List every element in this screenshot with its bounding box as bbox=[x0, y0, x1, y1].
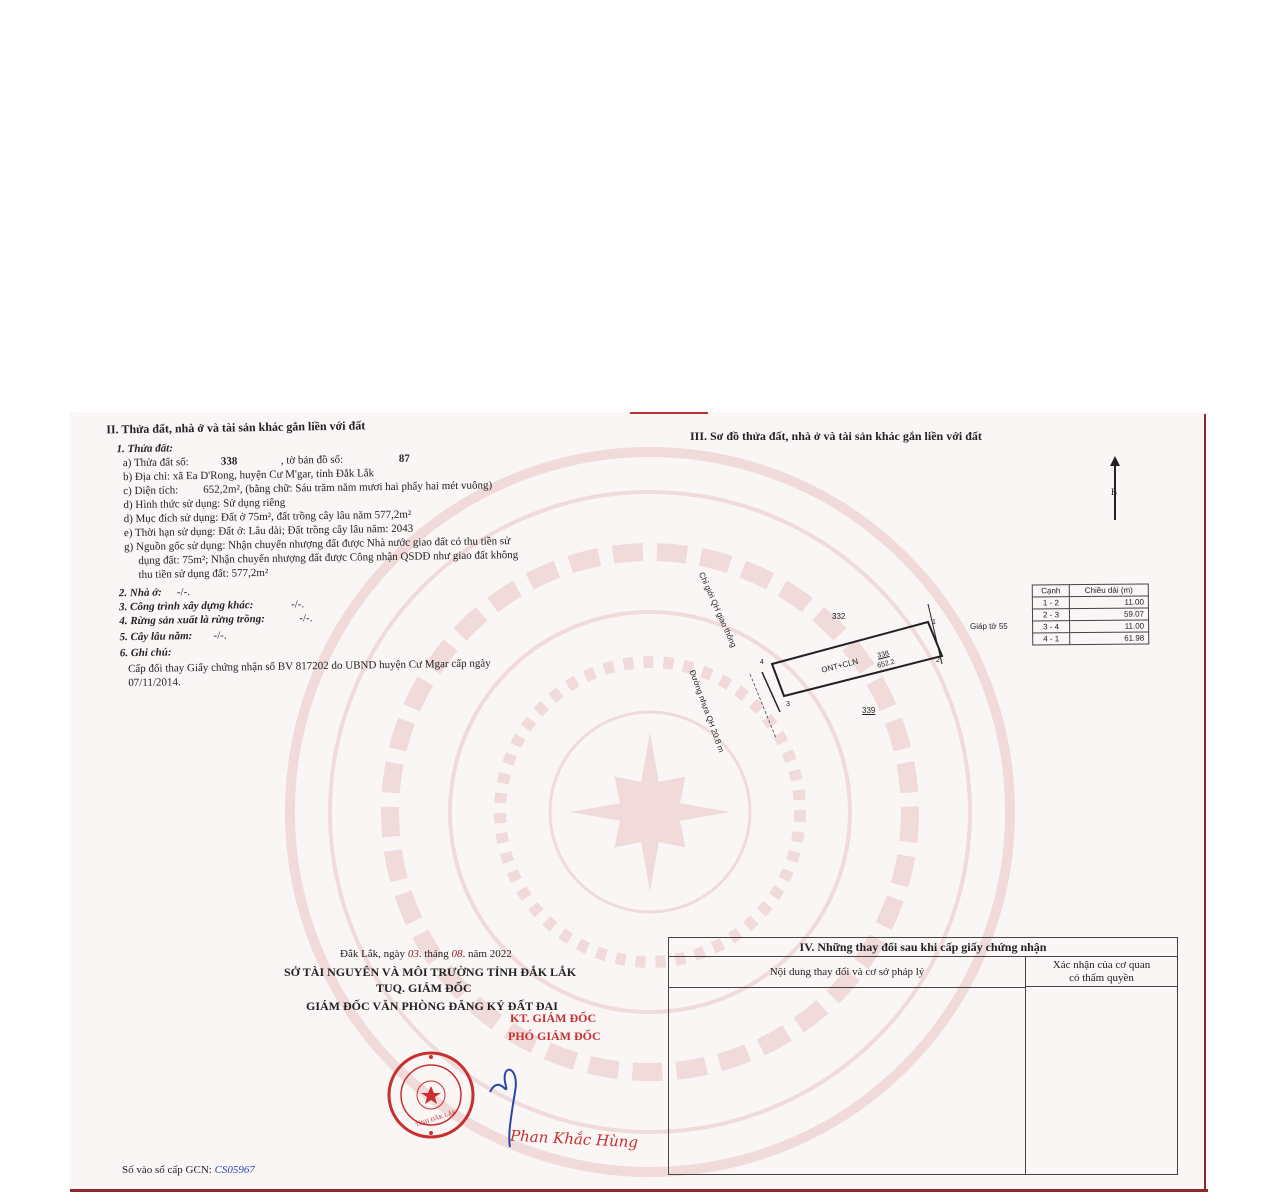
edge-length: 61.98 bbox=[1070, 632, 1149, 645]
construction-value: -/-. bbox=[290, 598, 305, 611]
column-divider bbox=[1025, 987, 1026, 1174]
table-row bbox=[1033, 620, 1149, 633]
authority-header-line-1: Xác nhận của cơ quan bbox=[1052, 959, 1151, 971]
parcel-land-type: ONT+CLN bbox=[820, 656, 860, 675]
table-row bbox=[1032, 608, 1148, 621]
edge-id: 4 - 1 bbox=[1033, 633, 1070, 645]
usage-term: e) Thời hạn sử dụng: Đất ở: Lâu dài; Đất trồng cây lâu năm: 2043 bbox=[123, 522, 414, 540]
edge-table-header bbox=[1032, 584, 1148, 597]
house-heading: 2. Nhà ở: bbox=[118, 586, 162, 600]
register-value: CS05967 bbox=[214, 1164, 255, 1176]
parcel-sketch-area: 652.2 bbox=[876, 658, 896, 670]
parcel-number: 338 bbox=[220, 455, 238, 468]
point-3: 3 bbox=[786, 701, 790, 708]
change-content-header: Nội dung thay đổi và cơ sở pháp lý bbox=[669, 957, 1026, 988]
area-label: c) Diện tích: bbox=[123, 484, 179, 498]
address: b) Địa chỉ: xã Ea D'Rong, huyện Cư M'gar, tỉnh Đắk Lắk bbox=[122, 467, 375, 484]
signer-name: Phan Khắc Hùng bbox=[509, 1126, 639, 1152]
usage-form: d) Hình thức sử dụng: Sử dụng riêng bbox=[123, 496, 286, 512]
authority-header-line-2: có thẩm quyền bbox=[1069, 972, 1134, 984]
edge-id: 2 - 3 bbox=[1032, 609, 1069, 621]
issuing-organization: SỞ TÀI NGUYÊN VÀ MÔI TRƯỜNG TỈNH ĐẮK LẮK bbox=[284, 965, 577, 979]
seal-text: TỈNH ĐẮK LẮK bbox=[414, 1109, 458, 1129]
perennial-heading: 5. Cây lâu năm: bbox=[119, 630, 193, 644]
neighbor-top: 332 bbox=[832, 612, 846, 621]
land-heading: 1. Thửa đất: bbox=[116, 442, 174, 456]
note-line-2: 07/11/2014. bbox=[128, 676, 181, 690]
date-month: 08 bbox=[451, 948, 463, 960]
tuq-director: TUQ. GIÁM ĐỐC bbox=[376, 981, 472, 995]
edge-id: 1 - 2 bbox=[1032, 597, 1069, 609]
house-value: -/-. bbox=[176, 586, 191, 599]
neighbor-bottom: 339 bbox=[862, 706, 876, 715]
date-place: Đắk Lắk, ngày 03. tháng 08. năm 2022 bbox=[340, 948, 512, 960]
certificate-page bbox=[70, 412, 1208, 1192]
register-number bbox=[122, 1164, 255, 1177]
deputy-director: PHÓ GIÁM ĐỐC bbox=[508, 1029, 601, 1043]
edge-length-table bbox=[1032, 583, 1150, 645]
note-line-1: Cấp đổi thay Giấy chứng nhận số BV 817202 do UBND huyện Cư Mgar cấp ngày bbox=[127, 657, 491, 676]
edge-header: Cạnh bbox=[1032, 585, 1069, 597]
point-4: 4 bbox=[760, 659, 764, 666]
perennial-value: -/-. bbox=[213, 629, 227, 642]
sheet-reference: Giáp tờ 55 bbox=[970, 622, 1008, 631]
section-3-title: III. Sơ đồ thửa đất, nhà ở và tài sản khác gắn liền với đất bbox=[690, 429, 982, 443]
edge-length: 11.00 bbox=[1070, 620, 1149, 633]
date-place-label: Đắk Lắk, ngày bbox=[340, 948, 406, 960]
table-row bbox=[1032, 596, 1148, 609]
office-director: GIÁM ĐỐC VĂN PHÒNG ĐĂNG KÝ ĐẤT ĐAI bbox=[306, 999, 558, 1013]
authority-confirmation-header bbox=[1026, 957, 1177, 987]
map-sheet-label: , tờ bản đồ số: bbox=[280, 453, 344, 467]
edge-length: 11.00 bbox=[1069, 596, 1148, 609]
table-row bbox=[1033, 632, 1149, 645]
construction-heading: 3. Công trình xây dựng khác: bbox=[118, 599, 254, 614]
right-edge-line bbox=[1204, 414, 1206, 1190]
point-1: 1 bbox=[932, 619, 936, 626]
month-label: tháng bbox=[424, 948, 449, 960]
kt-director: KT. GIÁM ĐỐC bbox=[510, 1011, 597, 1025]
map-sheet-number: 87 bbox=[398, 452, 410, 465]
area-value: 652,2m², (bằng chữ: Sáu trăm năm mươi hai phẩy hai mét vuông) bbox=[203, 479, 493, 496]
forest-heading: 4. Rừng sản xuất là rừng trồng: bbox=[119, 612, 265, 628]
north-label: B bbox=[1111, 487, 1118, 497]
usage-purpose: d) Mục đích sử dụng: Đất ở 75m², đất trồng cây lâu năm 577,2m² bbox=[123, 508, 412, 526]
parcel-sketch bbox=[680, 552, 1000, 762]
year-label: năm 2022 bbox=[468, 948, 512, 960]
usage-origin-1: g) Nguồn gốc sử dụng: Nhận chuyển nhượng đất được Nhà nước giao đất có thu tiền sử bbox=[124, 535, 511, 554]
date-day: 03 bbox=[407, 948, 419, 960]
section-2-title: II. Thửa đất, nhà ở và tài sản khác gắn liền với đất bbox=[106, 418, 366, 437]
usage-origin-3: thu tiền sử dụng đất: 577,2m² bbox=[138, 566, 269, 581]
forest-value: -/-. bbox=[299, 612, 313, 625]
edge-id: 3 - 4 bbox=[1033, 621, 1070, 633]
register-label: Số vào sổ cấp GCN: bbox=[122, 1164, 212, 1176]
edge-length: 59.07 bbox=[1069, 608, 1148, 621]
section-4-title: IV. Những thay đổi sau khi cấp giấy chứng nhận bbox=[669, 938, 1177, 957]
note-heading: 6. Ghi chú: bbox=[119, 646, 172, 660]
road-limit-label: Chỉ giới QH giao thông bbox=[696, 570, 739, 649]
length-header: Chiều dài (m) bbox=[1069, 584, 1148, 597]
usage-origin-2: dụng đất: 75m²; Nhận chuyển nhượng đất được Công nhận QSDĐ như giao đất không bbox=[138, 548, 519, 567]
road-label: Đường nhựa QH 20.8 m bbox=[687, 668, 726, 754]
point-2: 2 bbox=[936, 657, 940, 664]
parcel-label: a) Thửa đất số: bbox=[122, 456, 189, 470]
top-edge-line bbox=[630, 412, 708, 414]
parcel-sketch-number: 338 bbox=[876, 650, 890, 660]
changes-table bbox=[668, 937, 1178, 1175]
